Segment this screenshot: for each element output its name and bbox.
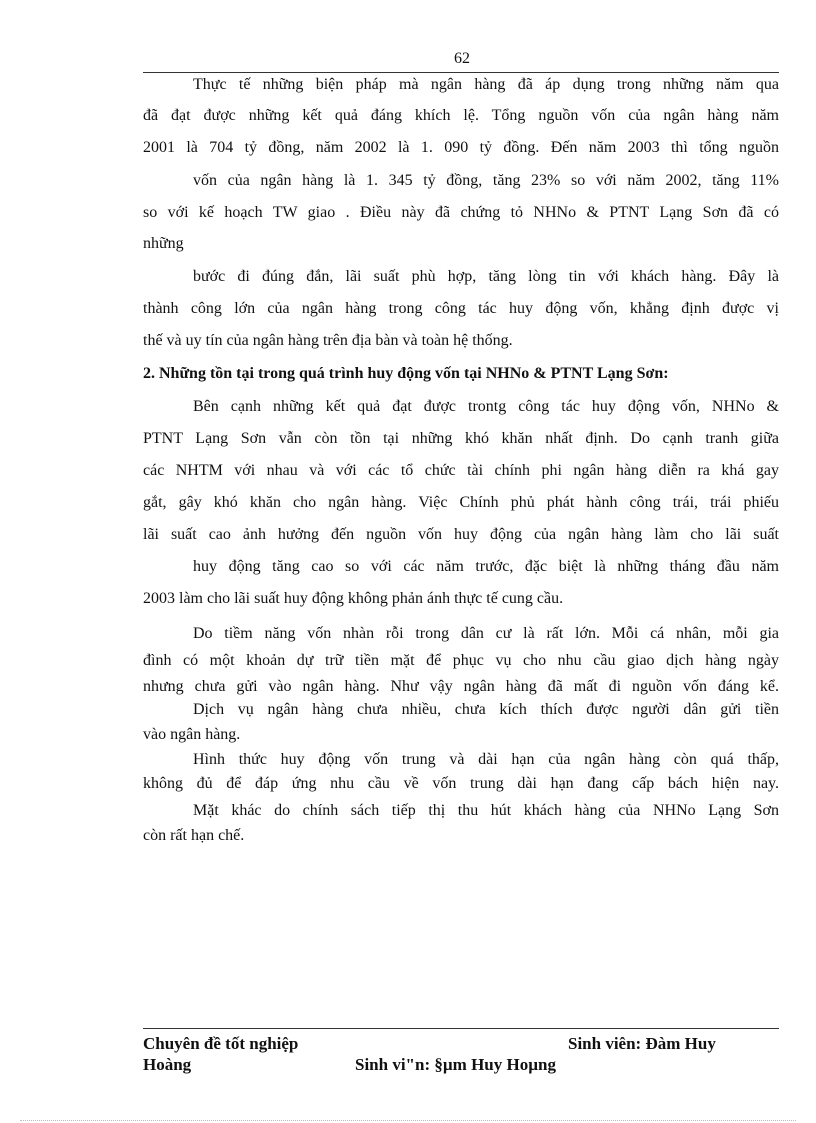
paragraph-line: còn rất hạn chế. bbox=[143, 827, 245, 844]
paragraph-line: bước đi đúng đắn, lãi suất phù hợp, tăng lòng tin với khách hàng. Đây là bbox=[193, 268, 779, 285]
footer-left: Chuyên đề tốt nghiệp bbox=[143, 1034, 299, 1053]
paragraph-line: các NHTM với nhau và với các tổ chức tài chính phi ngân hàng diễn ra khá gay bbox=[143, 462, 779, 479]
bottom-dotted-border bbox=[20, 1120, 796, 1121]
paragraph-line: 2001 là 704 tỷ đồng, năm 2002 là 1. 090 tỷ đồng. Đến năm 2003 thì tổng nguồn bbox=[143, 139, 779, 156]
section-heading: 2. Những tồn tại trong quá trình huy động vốn tại NHNo & PTNT Lạng Sơn: bbox=[143, 365, 669, 382]
paragraph-line: thế và uy tín của ngân hàng trên địa bàn và toàn hệ thống. bbox=[143, 332, 513, 349]
paragraph-line: Dịch vụ ngân hàng chưa nhiều, chưa kích thích được người dân gửi tiền bbox=[193, 701, 779, 718]
paragraph-line: Bên cạnh những kết quả đạt được trontg công tác huy động vốn, NHNo & bbox=[193, 398, 779, 415]
paragraph-line: 2003 làm cho lãi suất huy động không phản ánh thực tế cung cầu. bbox=[143, 590, 564, 607]
paragraph-line: đã đạt được những kết quả đáng khích lệ. Tổng nguồn vốn của ngân hàng năm bbox=[143, 107, 779, 124]
footer-right: Sinh viên: Đàm Huy bbox=[568, 1034, 716, 1053]
paragraph-line: so với kế hoạch TW giao . Điều này đã chứng tỏ NHNo & PTNT Lạng Sơn đã có bbox=[143, 204, 779, 221]
page-number: 62 bbox=[454, 50, 470, 67]
paragraph-line: nhưng chưa gửi vào ngân hàng. Như vậy ngân hàng đã mất đi nguồn vốn đáng kể. bbox=[143, 678, 779, 695]
paragraph-line: vốn của ngân hàng là 1. 345 tỷ đồng, tăng 23% so với năm 2002, tăng 11% bbox=[193, 172, 779, 189]
paragraph-line: vào ngân hàng. bbox=[143, 726, 241, 743]
paragraph-line: huy động tăng cao so với các năm trước, đặc biệt là những tháng đầu năm bbox=[193, 558, 779, 575]
paragraph-line: Hình thức huy động vốn trung và dài hạn của ngân hàng còn quá thấp, bbox=[193, 751, 779, 768]
paragraph-line: Do tiềm năng vốn nhàn rỗi trong dân cư là rất lớn. Mỗi cá nhân, mỗi gia bbox=[193, 625, 779, 642]
paragraph-line: Thực tế những biện pháp mà ngân hàng đã áp dụng trong những năm qua bbox=[193, 76, 779, 93]
paragraph-line: đình có một khoản dự trữ tiền mặt để phục vụ cho nhu cầu giao dịch hàng ngày bbox=[143, 652, 779, 669]
footer-left-continued: Hoàng bbox=[143, 1055, 192, 1074]
footer-rule bbox=[143, 1028, 779, 1029]
header-rule bbox=[143, 72, 779, 73]
paragraph-line: những bbox=[143, 235, 184, 252]
paragraph-line: lãi suất cao ảnh hưởng đến nguồn vốn huy động của ngân hàng làm cho lãi suất bbox=[143, 526, 779, 543]
footer-center: Sinh vi"n: §µm Huy Hoµng bbox=[355, 1055, 556, 1074]
paragraph-line: gắt, gây khó khăn cho ngân hàng. Việc Chính phủ phát hành công trái, trái phiếu bbox=[143, 494, 779, 511]
paragraph-line: PTNT Lạng Sơn vẫn còn tồn tại những khó khăn nhất định. Do cạnh tranh giữa bbox=[143, 430, 779, 447]
paragraph-line: Mặt khác do chính sách tiếp thị thu hút khách hàng của NHNo Lạng Sơn bbox=[193, 802, 779, 819]
paragraph-line: thành công lớn của ngân hàng trong công tác huy động vốn, khẳng định được vị bbox=[143, 300, 779, 317]
paragraph-line: không đủ để đáp ứng nhu cầu về vốn trung dài hạn đang cấp bách hiện nay. bbox=[143, 775, 779, 792]
